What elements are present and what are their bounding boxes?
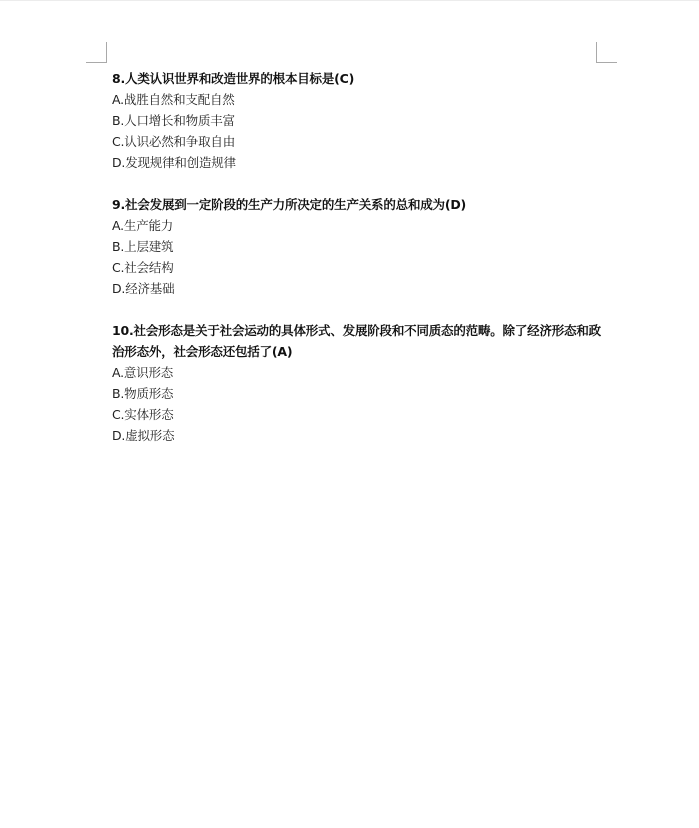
option-d: D.经济基础 [112, 281, 175, 296]
question-text-line-1: 10.社会形态是关于社会运动的具体形式、发展阶段和不同质态的范畴。除了经济形态和政 [112, 323, 601, 338]
page-top-border [0, 0, 699, 1]
margin-corner-mark-top-left [86, 42, 107, 63]
option-d: D.虚拟形态 [112, 428, 175, 443]
question-text: 8.人类认识世界和改造世界的根本目标是(C) [112, 71, 355, 86]
option-c: C.实体形态 [112, 407, 174, 422]
option-c: C.认识必然和争取自由 [112, 134, 236, 149]
question-text: 9.社会发展到一定阶段的生产力所决定的生产关系的总和成为(D) [112, 197, 467, 212]
question-9 [112, 194, 602, 299]
option-a: A.意识形态 [112, 365, 174, 380]
option-b: B.人口增长和物质丰富 [112, 113, 235, 128]
option-b: B.物质形态 [112, 386, 174, 401]
question-text-line-2: 治形态外，社会形态还包括了(A) [112, 344, 293, 359]
option-d: D.发现规律和创造规律 [112, 155, 236, 170]
option-a: A.战胜自然和支配自然 [112, 92, 235, 107]
option-c: C.社会结构 [112, 260, 174, 275]
option-a: A.生产能力 [112, 218, 174, 233]
option-b: B.上层建筑 [112, 239, 174, 254]
question-8 [112, 68, 602, 173]
document-body [112, 68, 602, 467]
question-10 [112, 320, 602, 446]
margin-corner-mark-top-right [596, 42, 617, 63]
